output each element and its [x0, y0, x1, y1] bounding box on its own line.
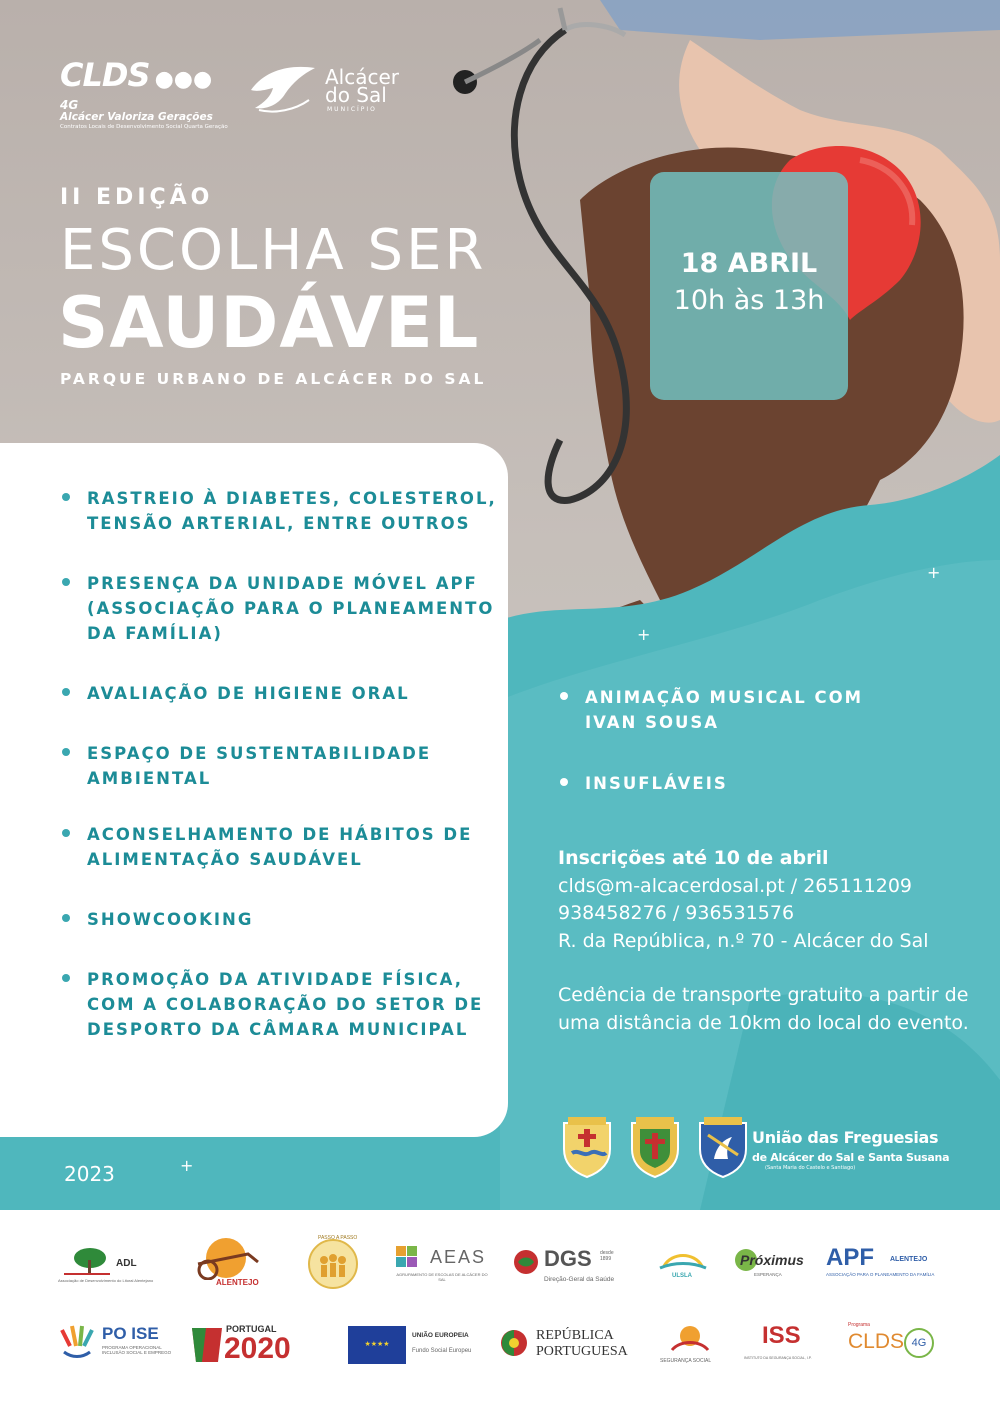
- clds-logo: [60, 56, 230, 130]
- ulsla-logo-text: ULSLA: [672, 1273, 692, 1279]
- aeas-squares-icon: [396, 1246, 430, 1268]
- list-item: ESPAÇO DE SUSTENTABILIDADE AMBIENTAL: [60, 741, 500, 791]
- seguranca-social-icon: [658, 1322, 722, 1356]
- registration-info: [558, 845, 978, 955]
- passo-a-passo-icon: [304, 1232, 362, 1294]
- municipality-name-line2: do Sal: [325, 83, 387, 107]
- parish-tiny: (Santa Maria do Castelo e Santiago): [765, 1165, 856, 1171]
- clds-logo-suffix: 4G: [60, 98, 79, 112]
- list-item: PROMOÇÃO DA ATIVIDADE FÍSICA, COM A COLABORAÇÃO DO SETOR DE DESPORTO DA CÂMARA MUNICIPAL: [60, 967, 500, 1042]
- event-title-line1: ESCOLHA SER: [60, 218, 487, 283]
- municipality-name: [325, 65, 400, 107]
- passo-a-passo-logo: [304, 1232, 362, 1294]
- portugal-logo-text: PORTUGAL: [226, 1324, 277, 1334]
- event-time: 10h às 13h: [673, 285, 825, 316]
- apf-logo-text: APF: [826, 1244, 874, 1271]
- apf-logo-region: ALENTEJO: [890, 1256, 928, 1263]
- proximus-logo-sub: ESPERANÇA: [754, 1272, 782, 1277]
- clds-logo-small: Contratos Locais de Desenvolvimento Social Quarta Geração: [60, 124, 228, 130]
- municipality-logo: [245, 60, 425, 120]
- republica-logo-line2: PORTUGUESA: [536, 1344, 628, 1359]
- sparkle-icon: +: [927, 563, 941, 582]
- clds-footer-4g: 4G: [904, 1328, 934, 1358]
- list-item: ANIMAÇÃO MUSICAL COM IVAN SOUSA: [558, 685, 888, 735]
- registration-email-phone: clds@m-alcacerdosal.pt / 265111209: [558, 874, 913, 897]
- list-item: ACONSELHAMENTO DE HÁBITOS DE ALIMENTAÇÃO SAUDÁVEL: [60, 822, 500, 872]
- transport-note: Cedência de transporte gratuito a partir de uma distância de 10km do local do evento.: [558, 984, 969, 1034]
- sparkle-icon: +: [180, 1156, 194, 1175]
- iss-logo-text: ISS: [762, 1322, 801, 1349]
- poise-logo-sub: PROGRAMA OPERACIONAL INCLUSÃO SOCIAL E EMPREGO: [102, 1345, 172, 1355]
- dgs-logo: [512, 1246, 622, 1290]
- list-item: RASTREIO À DIABETES, COLESTEROL, TENSÃO ARTERIAL, ENTRE OUTROS: [60, 486, 500, 536]
- republica-portuguesa-logo: [500, 1324, 640, 1368]
- dgs-logo-since: desde 1899: [600, 1250, 614, 1262]
- adl-logo: [58, 1246, 178, 1286]
- dgs-icon: [512, 1248, 540, 1276]
- municipality-bird-icon: [245, 60, 325, 116]
- event-date: 18 ABRIL: [680, 248, 818, 279]
- poise-logo: [58, 1324, 178, 1370]
- dgs-logo-text: DGS: [544, 1246, 592, 1271]
- ue-logo-text: UNIÃO EUROPEIA: [412, 1332, 469, 1339]
- parish-seals: [558, 1115, 948, 1185]
- registration-mobiles: 938458276 / 936531576: [558, 902, 795, 924]
- republica-logo-line1: REPÚBLICA: [536, 1328, 614, 1343]
- tree-icon: [62, 1246, 112, 1276]
- dgs-logo-sub: Direção-Geral da Saúde: [544, 1276, 615, 1283]
- aeas-logo-sub: AGRUPAMENTO DE ESCOLAS DE ALCÁCER DO SAL: [396, 1272, 488, 1282]
- seguranca-social-text: SEGURANÇA SOCIAL: [660, 1358, 712, 1364]
- poise-icon: [58, 1324, 96, 1360]
- parish-seal-icon: [626, 1115, 684, 1179]
- event-venue: PARQUE URBANO DE ALCÁCER DO SAL: [60, 370, 487, 388]
- list-item: AVALIAÇÃO DE HIGIENE ORAL: [60, 681, 500, 706]
- portugal-2020-logo: [192, 1324, 328, 1370]
- registration-address: R. da República, n.º 70 - Alcácer do Sal: [558, 929, 929, 952]
- proximus-logo-text: Próximus: [740, 1252, 804, 1268]
- parish-seal-icon: [558, 1115, 616, 1179]
- clds-programa-text: Programa: [848, 1322, 870, 1328]
- poise-logo-text: PO ISE: [102, 1324, 159, 1343]
- apf-logo-sub: ASSOCIAÇÃO PARA O PLANEAMENTO DA FAMÍLIA: [826, 1272, 935, 1277]
- seguranca-social-logo: [658, 1322, 722, 1368]
- passo-a-passo-text: PASSO A PASSO: [318, 1235, 358, 1241]
- portugal-2020-text: 2020: [224, 1332, 291, 1365]
- parish-sub: de Alcácer do Sal e Santa Susana: [752, 1151, 950, 1164]
- aeas-logo-text: AEAS: [430, 1247, 487, 1267]
- activities-list-right: [558, 685, 958, 796]
- alentejo-logo-text: ALENTEJO: [216, 1278, 259, 1287]
- iss-logo: [744, 1322, 826, 1368]
- edition-label: II EDIÇÃO: [60, 185, 214, 210]
- people-icon: ●●●: [154, 67, 213, 92]
- cart-icon: [188, 1236, 268, 1280]
- registration-deadline: Inscrições até 10 de abril: [558, 847, 829, 869]
- clds-4g-logo: [848, 1322, 944, 1368]
- list-item: INSUFLÁVEIS: [558, 771, 958, 796]
- adl-logo-text: ADL: [116, 1258, 137, 1269]
- clds-logo-tagline: Alcácer Valoriza Gerações: [60, 111, 213, 123]
- event-title-line2: SAUDÁVEL: [58, 282, 480, 364]
- ulsla-icon: [654, 1248, 712, 1272]
- ue-logo-sub: Fundo Social Europeu: [412, 1348, 472, 1354]
- parish-name: União das Freguesias: [752, 1128, 939, 1147]
- eu-flag-icon: ★★★★: [348, 1326, 406, 1364]
- aeas-logo: [396, 1246, 488, 1290]
- iss-logo-sub: INSTITUTO DA SEGURANÇA SOCIAL, I.P.: [744, 1356, 812, 1360]
- uniao-europeia-logo: [348, 1326, 478, 1366]
- parish-seal-icon: [694, 1115, 752, 1179]
- municipality-name-line1: Alcácer: [325, 65, 400, 89]
- activities-list-left: [60, 486, 500, 1042]
- date-box: [650, 172, 848, 400]
- ulsla-logo: [654, 1248, 712, 1288]
- republica-emblem-icon: [500, 1328, 528, 1358]
- apf-logo: [826, 1244, 944, 1288]
- portugal-shield-icon: [192, 1328, 222, 1362]
- alentejo-logo: [188, 1236, 270, 1294]
- list-item: SHOWCOOKING: [60, 907, 500, 932]
- municipality-sub: MUNICÍPIO: [327, 106, 377, 113]
- clds-footer-text: CLDS: [848, 1330, 905, 1353]
- adl-logo-sub: Associação de Desenvolvimento do Litoral Alentejano: [58, 1278, 154, 1283]
- year-label: 2023: [64, 1162, 115, 1186]
- list-item: PRESENÇA DA UNIDADE MÓVEL APF (ASSOCIAÇÃO PARA O PLANEAMENTO DA FAMÍLIA): [60, 571, 500, 646]
- sponsors-footer: [0, 1210, 1000, 1407]
- proximus-logo: [734, 1248, 806, 1288]
- sparkle-icon: +: [637, 625, 651, 644]
- clds-logo-main: CLDS: [60, 56, 150, 94]
